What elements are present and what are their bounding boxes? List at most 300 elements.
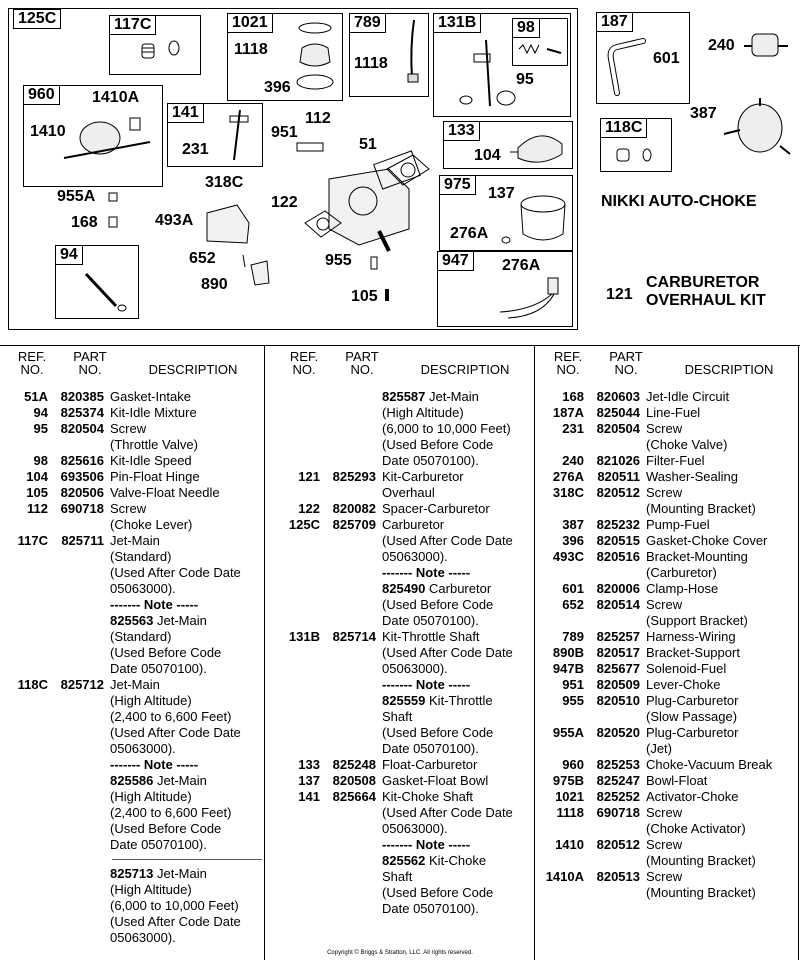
callout-960: 960 — [23, 85, 60, 105]
table-row — [0, 421, 262, 453]
description-line: 05063000). — [382, 661, 448, 676]
alt-part-no: 825562 — [382, 853, 426, 868]
part-no: 693506 — [60, 469, 104, 484]
description — [640, 533, 798, 549]
description-line: Jet-Idle Circuit — [646, 389, 730, 404]
description-line: Screw — [110, 501, 147, 516]
description — [376, 501, 534, 517]
part-no — [320, 389, 376, 469]
ref-no: 318C — [552, 485, 584, 500]
column-divider-2 — [534, 345, 535, 960]
note-divider: ------- Note ----- — [110, 597, 199, 612]
parts-list-table — [0, 345, 800, 960]
description-line: Screw — [110, 421, 147, 436]
description-line: (Used After Code Date — [110, 725, 241, 740]
description-line: Plug-Carburetor — [646, 693, 739, 708]
header-part-no-1 — [62, 350, 118, 376]
table-row — [0, 773, 262, 853]
table-row — [0, 485, 262, 501]
description — [104, 389, 262, 405]
overhaul-kit-title-line1: CARBURETOR — [646, 274, 760, 291]
vacuum-break-icon — [60, 112, 160, 176]
part-no: 820512 — [596, 837, 640, 852]
box-789 — [349, 13, 429, 97]
table-row — [272, 757, 534, 773]
choke-activator-icon — [290, 18, 340, 98]
description — [376, 789, 534, 837]
part-no: 820511 — [597, 469, 640, 484]
description — [376, 693, 534, 757]
part-no: 820513 — [596, 869, 640, 884]
description-line: Bracket-Mounting — [646, 549, 748, 564]
spacer-icon — [301, 207, 345, 243]
description-line: (Jet) — [646, 741, 672, 756]
table-row — [536, 693, 798, 725]
table-row — [272, 389, 534, 469]
intake-gasket-icon — [383, 151, 433, 191]
description — [640, 597, 798, 629]
description-line: (High Altitude) — [382, 405, 464, 420]
jet-icon-118C — [615, 145, 661, 167]
ref-no: 789 — [562, 629, 584, 644]
part-no: 820082 — [332, 501, 376, 516]
throttle-shaft-icon — [456, 36, 516, 112]
table-row — [536, 485, 798, 517]
table-row — [272, 629, 534, 677]
part-no: 825293 — [332, 469, 376, 484]
description-line — [382, 581, 534, 597]
table-row — [0, 597, 262, 613]
table-row — [536, 757, 798, 773]
header-part-no-line: PART — [345, 349, 379, 364]
ref-no: 975B — [552, 773, 584, 788]
ref-no: 122 — [298, 501, 320, 516]
description — [640, 789, 798, 805]
part-no: 820506 — [60, 485, 104, 500]
description — [640, 725, 798, 757]
table-row — [536, 389, 798, 405]
callout-231: 231 — [182, 141, 209, 158]
description-line: Overhaul — [382, 485, 435, 500]
description-line: Spacer-Carburetor — [382, 501, 490, 516]
box-141 — [167, 103, 263, 167]
ref-no: 121 — [298, 469, 320, 484]
header-part-no-line: NO. — [78, 362, 102, 377]
description-line: Shaft — [382, 709, 413, 724]
header-part-no-line: PART — [73, 349, 107, 364]
box-1021 — [227, 13, 343, 101]
description-line: Date 05070100). — [382, 901, 479, 916]
description-line: Screw — [646, 805, 683, 820]
ref-no: 1021 — [555, 789, 584, 804]
part-no: 820006 — [596, 581, 640, 596]
part-no: 820603 — [596, 389, 640, 404]
callout-652: 652 — [189, 250, 216, 267]
description — [640, 757, 798, 773]
part-no: 690718 — [596, 805, 640, 820]
description-text: Jet-Main — [157, 866, 207, 881]
part-no: 825709 — [332, 517, 376, 532]
header-ref-no-line: NO. — [292, 362, 316, 377]
part-no — [320, 853, 376, 917]
description — [640, 549, 798, 581]
fuel-filter-icon — [744, 28, 790, 68]
description — [104, 421, 262, 453]
table-row — [536, 629, 798, 645]
ref-no: 1410 — [555, 837, 584, 852]
description-line: Kit-Throttle Shaft — [382, 629, 480, 644]
ref-no: 94 — [33, 405, 48, 420]
table-row — [0, 501, 262, 533]
description-line: (Used After Code Date — [110, 914, 241, 929]
part-no: 820512 — [596, 485, 640, 500]
description-line: Kit-Idle Mixture — [110, 405, 197, 420]
description — [104, 866, 262, 946]
idle-speed-screw-icon — [517, 41, 565, 61]
box-94 — [55, 245, 139, 319]
ref-no: 240 — [562, 453, 584, 468]
part-no: 825257 — [596, 629, 640, 644]
description-line: (6,000 to 10,000 Feet) — [110, 898, 239, 913]
description-line: (Used Before Code — [110, 645, 222, 660]
ref-no: 95 — [33, 421, 48, 436]
description — [104, 485, 262, 501]
description — [376, 853, 534, 917]
ref-no: 387 — [562, 517, 584, 532]
callout-105: 105 — [351, 288, 378, 305]
description — [640, 805, 798, 837]
description — [376, 389, 534, 469]
table-row — [536, 869, 798, 901]
description — [640, 389, 798, 405]
table-row — [536, 773, 798, 789]
callout-955: 955 — [325, 252, 352, 269]
description-line: (Choke Valve) — [646, 437, 728, 452]
ref-no: 117C — [17, 533, 48, 548]
description-line: Pump-Fuel — [646, 517, 710, 532]
description-line: Screw — [646, 485, 683, 500]
part-no: 820510 — [596, 693, 640, 708]
row-separator — [112, 859, 262, 860]
part-no: 825232 — [596, 517, 640, 532]
ref-no — [272, 837, 320, 853]
ref-no: 187A — [552, 405, 584, 420]
ref-no: 652 — [562, 597, 584, 612]
description-line: (Support Bracket) — [646, 613, 748, 628]
table-row — [536, 517, 798, 533]
description — [640, 485, 798, 517]
description-line: (Used Before Code — [382, 885, 494, 900]
callout-240: 240 — [708, 37, 735, 54]
ref-no — [272, 693, 320, 757]
ref-no — [0, 613, 48, 677]
callout-493A: 493A — [155, 212, 194, 229]
part-no — [48, 773, 104, 853]
callout-141: 141 — [167, 103, 204, 123]
table-right-border — [798, 345, 799, 960]
table-row — [536, 837, 798, 869]
idle-mixture-icon — [80, 268, 130, 314]
table-row — [0, 866, 262, 946]
description-line: (Carburetor) — [646, 565, 717, 580]
ref-no: 493C — [552, 549, 584, 564]
box-960 — [23, 85, 163, 187]
ref-no — [272, 581, 320, 629]
description — [376, 581, 534, 629]
ref-no: 951 — [562, 677, 584, 692]
description — [640, 869, 798, 901]
description — [640, 517, 798, 533]
description-line: Gasket-Choke Cover — [646, 533, 768, 548]
alt-part-no: 825563 — [110, 613, 154, 628]
description-text: Kit-Choke — [429, 853, 487, 868]
description-line: Valve-Float Needle — [110, 485, 220, 500]
ref-no: 112 — [27, 501, 48, 516]
ref-no: 98 — [33, 453, 48, 468]
part-no: 820504 — [60, 421, 104, 436]
description-line: Gasket-Intake — [110, 389, 191, 404]
description — [376, 629, 534, 677]
callout-1021: 1021 — [227, 13, 273, 33]
box-118C — [600, 118, 672, 172]
callout-98: 98 — [512, 18, 540, 38]
description — [104, 613, 262, 677]
description — [640, 581, 798, 597]
box-131B — [433, 13, 571, 117]
callout-1118: 1118 — [234, 41, 268, 58]
description-line: Jet-Main — [110, 533, 160, 548]
description — [640, 645, 798, 661]
description-line: (Used After Code Date — [110, 565, 241, 580]
part-no — [48, 613, 104, 677]
description-line: Shaft — [382, 869, 413, 884]
ref-no: 104 — [26, 469, 48, 484]
callout-396: 396 — [264, 79, 291, 96]
ref-no — [0, 773, 48, 853]
description-line: (Used Before Code — [382, 437, 494, 452]
header-part-no-3 — [598, 350, 654, 376]
ref-no: 168 — [562, 389, 584, 404]
description-line: Activator-Choke — [646, 789, 739, 804]
callout-1410: 1410 — [30, 123, 66, 140]
table-row — [0, 453, 262, 469]
ref-no: 947B — [552, 661, 584, 676]
exploded-diagram — [8, 8, 578, 330]
description-line: Screw — [646, 869, 683, 884]
callout-112: 112 — [305, 110, 331, 127]
description-line — [382, 853, 534, 869]
description — [104, 453, 262, 469]
table-row — [0, 469, 262, 485]
plug-icon — [367, 253, 387, 305]
table-row — [272, 693, 534, 757]
description-line: Lever-Choke — [646, 677, 721, 692]
part-no: 825711 — [61, 533, 104, 548]
ref-no — [0, 597, 48, 613]
ref-no: 125C — [288, 517, 320, 532]
description-text: Kit-Throttle — [429, 693, 493, 708]
header-ref-no-line: REF. — [289, 349, 319, 364]
description-line: (High Altitude) — [110, 693, 192, 708]
description-line: Date 05070100). — [110, 837, 207, 852]
description — [104, 469, 262, 485]
part-no — [320, 693, 376, 757]
ref-no: 118C — [17, 677, 48, 692]
table-row — [0, 757, 262, 773]
description-line: Washer-Sealing — [646, 469, 739, 484]
callout-601: 601 — [653, 50, 680, 67]
callout-168: 168 — [71, 214, 98, 231]
table-row — [536, 549, 798, 581]
table-row — [272, 565, 534, 581]
description-line: (High Altitude) — [110, 882, 192, 897]
parts-column-3 — [536, 389, 798, 901]
header-description-2: DESCRIPTION — [420, 362, 510, 377]
description — [640, 469, 798, 485]
ref-no: 105 — [26, 485, 48, 500]
callout-118C: 118C — [600, 118, 647, 138]
description — [376, 837, 534, 853]
description-line — [110, 773, 262, 789]
table-row — [536, 661, 798, 677]
ref-no: 133 — [298, 757, 320, 772]
fuel-line-icon — [603, 37, 683, 103]
column-divider-1 — [264, 345, 265, 960]
table-row — [272, 469, 534, 501]
part-no: 825714 — [332, 629, 376, 644]
callout-94: 94 — [55, 245, 83, 265]
description-line: (6,000 to 10,000 Feet) — [382, 421, 511, 436]
header-description-3: DESCRIPTION — [684, 362, 774, 377]
ref-no: 276A — [552, 469, 584, 484]
table-row — [0, 677, 262, 757]
part-no: 825248 — [332, 757, 376, 772]
part-no: 825044 — [596, 405, 640, 420]
description-line: (Throttle Valve) — [110, 437, 198, 452]
description-line: Filter-Fuel — [646, 453, 705, 468]
part-no: 825616 — [60, 453, 104, 468]
part-no: 690718 — [60, 501, 104, 516]
description — [640, 677, 798, 693]
part-no: 820385 — [60, 389, 104, 404]
note-divider: ------- Note ----- — [382, 677, 471, 692]
table-row — [272, 853, 534, 917]
description — [640, 661, 798, 677]
header-description-1: DESCRIPTION — [148, 362, 238, 377]
table-row — [536, 725, 798, 757]
table-row — [0, 405, 262, 421]
part-no — [48, 757, 104, 773]
description-text: Jet-Main — [157, 613, 207, 628]
table-row — [536, 421, 798, 453]
header-ref-no-line: REF. — [17, 349, 47, 364]
description-line: Solenoid-Fuel — [646, 661, 727, 676]
table-row — [0, 389, 262, 405]
part-no — [320, 565, 376, 581]
ref-no — [272, 677, 320, 693]
description-line: Gasket-Float Bowl — [382, 773, 489, 788]
description-line: 05063000). — [110, 581, 176, 596]
description-line — [110, 613, 262, 629]
ref-no: 137 — [298, 773, 320, 788]
header-ref-no-1 — [10, 350, 54, 376]
callout-276A-b: 276A — [502, 257, 541, 274]
description-line: (Standard) — [110, 549, 172, 564]
part-no — [48, 597, 104, 613]
description-line: Date 05070100). — [110, 661, 207, 676]
description — [104, 757, 262, 773]
copyright-notice: Copyright © Briggs & Stratton, LLC. All rights reserved. — [327, 950, 473, 956]
alt-part-no: 825587 — [382, 389, 426, 404]
description — [640, 421, 798, 453]
table-row — [536, 597, 798, 629]
description — [104, 405, 262, 421]
fuel-pump-icon — [714, 94, 794, 164]
table-row — [536, 677, 798, 693]
description — [640, 629, 798, 645]
description-line: Clamp-Hose — [646, 581, 719, 596]
mounting-bracket-icon — [203, 201, 253, 247]
description-text: Jet-Main — [429, 389, 479, 404]
description-line: 05063000). — [110, 741, 176, 756]
ref-no: 890B — [552, 645, 584, 660]
jet-plug-icon — [107, 191, 121, 231]
description-line: (Used Before Code — [382, 725, 494, 740]
table-row — [272, 773, 534, 789]
header-ref-no-3 — [546, 350, 590, 376]
callout-318C: 318C — [205, 174, 244, 191]
note-divider: ------- Note ----- — [382, 837, 471, 852]
table-row — [0, 613, 262, 677]
ref-no — [272, 853, 320, 917]
description — [640, 837, 798, 869]
header-part-no-line: NO. — [350, 362, 374, 377]
float-icon — [510, 128, 570, 166]
ref-no — [272, 565, 320, 581]
part-no: 820520 — [596, 725, 640, 740]
description-line: (Choke Activator) — [646, 821, 746, 836]
part-no: 825664 — [332, 789, 376, 804]
part-no: 820517 — [596, 645, 640, 660]
callout-137: 137 — [488, 185, 515, 202]
description — [376, 677, 534, 693]
box-133 — [443, 121, 573, 169]
table-top-border — [0, 345, 800, 346]
callout-187: 187 — [596, 12, 633, 32]
box-98 — [512, 18, 568, 66]
part-no: 825374 — [60, 405, 104, 420]
description-line: Jet-Main — [110, 677, 160, 692]
part-no: 825677 — [596, 661, 640, 676]
description-line: Choke-Vacuum Break — [646, 757, 773, 772]
callout-789: 789 — [349, 13, 386, 33]
description-line: 05063000). — [110, 930, 176, 945]
description-line: Date 05070100). — [382, 741, 479, 756]
part-no: 825252 — [596, 789, 640, 804]
ref-no — [0, 866, 48, 946]
ref-no: 131B — [288, 629, 320, 644]
part-no — [320, 677, 376, 693]
description-line: Screw — [646, 837, 683, 852]
jet-icon — [140, 40, 190, 66]
ref-no — [272, 389, 320, 469]
header-ref-no-line: NO. — [556, 362, 580, 377]
description-line: (Mounting Bracket) — [646, 885, 756, 900]
part-no: 820516 — [596, 549, 640, 564]
ref-no: 955 — [562, 693, 584, 708]
callout-947: 947 — [437, 251, 474, 271]
ref-no: 955A — [552, 725, 584, 740]
